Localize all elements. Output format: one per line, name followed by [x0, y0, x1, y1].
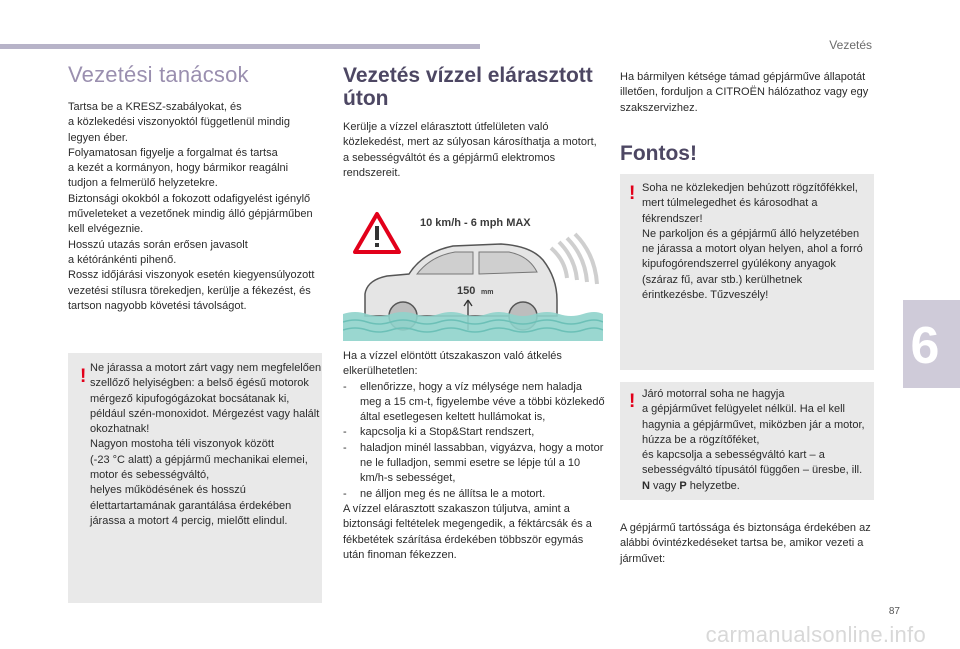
warning-box-exhaust [68, 353, 322, 603]
flooded-road-intro: Kerülje a vízzel elárasztott útfelületen való közlekedést, mert az súlyosan károsíthatja a motort, a sebességváltót és a gépjármű elektromos rendszereit. [343, 121, 597, 179]
page-number: 87 [888, 606, 900, 617]
important-title: Fontos! [620, 141, 697, 165]
list-item: - haladjon minél lassabban, vigyázva, hogy a motor ne le fulladjon, semmi esetre se lépje túl a 10 km/h-s sebességet, [343, 441, 604, 485]
warning-icon: ! [629, 183, 636, 204]
warning-icon: ! [629, 391, 636, 412]
warning-box-parking-brake [620, 174, 874, 370]
precautions-text: A gépjármű tartóssága és biztonsága érdekében az alábbi óvintézkedéseket tartsa be, amikor vezeti a járművet: [620, 522, 871, 565]
header-bar [0, 44, 480, 49]
warning-parking-brake-text: Soha ne közlekedjen behúzott rögzítőfékkel, mert túlmelegedhet és károsodhat a fékrendszer! Ne parkoljon és a gépjármű álló helyzetében ne járassa a motort olyan helyen, ahol a forró kipufogórendszerrel gyúlékony anyagok (száraz fű, avar stb.) kerülhetnek érintkezésbe. Tűzveszély! [642, 182, 863, 302]
flooded-road-title: Vezetés vízzel elárasztott úton [343, 64, 593, 110]
watermark: carmanualsonline.info [705, 622, 926, 647]
warning-icon: ! [80, 366, 87, 387]
column-driving-advice [68, 62, 320, 314]
driving-advice-body: Tartsa be a KRESZ-szabályokat, és a közlekedési viszonyoktól függetlenül mindig legyen éber. Folyamatosan figyelje a forgalmat és tartsa a kezét a kormányon, hogy bármikor reagálni tudjon a felmerülő helyzetekre. Biztonsági okokból a fokozott odafigyelést igénylő műveleteket a vezetőnek mindig álló gépjárműben kell elvégeznie. Hosszú utazás során erősen javasolt a kétóránkénti pihenő. Rossz időjárási viszonyok esetén kiegyensúlyozott vezetési stílusra törekedjen, kerülje a fékezést, és tartson nagyobb követési távolságot. [68, 101, 315, 312]
precautions-intro [620, 521, 876, 567]
gear-p-label: P [679, 479, 687, 492]
crossing-intro: Ha a vízzel elöntött útszakaszon való átkelés elkerülhetetlen: [343, 350, 562, 378]
warning-unattended-text: Járó motorral soha ne hagyja a gépjárművet felügyelet nélkül. Ha el kell hagynia a gépjárművet, miközben jár a motor, húzza be a rögzítőféket, és kapcsolja a sebességváltó kart – a sebességváltó típusától függően – üresbe, ill. N vagy P helyzetbe. [642, 388, 865, 492]
water-depth-label: 150 [457, 285, 476, 297]
water-surface [343, 312, 603, 341]
list-item: - ellenőrizze, hogy a víz mélysége nem haladja meg a 15 cm-t, figyelembe véve a többi közlekedő által esetlegesen keltett hullámokat is, [343, 380, 605, 424]
list-item: - kapcsolja ki a Stop&Start rendszert, [343, 426, 535, 439]
column-important [620, 70, 876, 166]
driving-advice-title: Vezetési tanácsok [68, 62, 249, 87]
crossing-steps [343, 380, 605, 502]
section-title: Vezetés [829, 38, 872, 52]
speed-limit-label: 10 km/h - 6 mph MAX [420, 217, 531, 229]
warning-exhaust-text: Ne járassa a motort zárt vagy nem megfelelően szellőző helyiségben: a belső égésű motorok mérgező kipufogógázokat bocsátanak ki, például szén-monoxidot. Mérgezést vagy halált okozhatnak! Nagyon mostoha téli viszonyok között (-23 °C alatt) a gépjármű mechanikai elemei, motor és sebességváltó, helyes működésének és hosszú élettartartamának garantálása érdekében járassa a motort 4 percig, mielőtt elindul. [90, 362, 322, 527]
chapter-number: 6 [910, 317, 940, 375]
flooded-road-illustration [343, 208, 603, 341]
crossing-outro: A vízzel elárasztott szakaszon túljutva, amint a biztonsági feltételek megengedik, a féktárcsák és a fékbetétek szárítása érdekében többször egymás után finoman fékezzen. [343, 502, 592, 561]
water-depth-unit: mm [481, 289, 494, 296]
column-flooded-road [343, 64, 601, 181]
warning-box-unattended [620, 382, 874, 500]
flooded-road-crossing [343, 349, 605, 563]
car-in-water-diagram [343, 208, 603, 341]
gear-n-label: N [642, 479, 650, 492]
chapter-tab [903, 300, 960, 388]
service-advice: Ha bármilyen kétsége támad gépjárműve állapotát illetően, forduljon a CITROËN hálózathoz vagy egy szakszervizhez. [620, 71, 869, 114]
list-item: - ne álljon meg és ne állítsa le a motort. [343, 487, 546, 500]
